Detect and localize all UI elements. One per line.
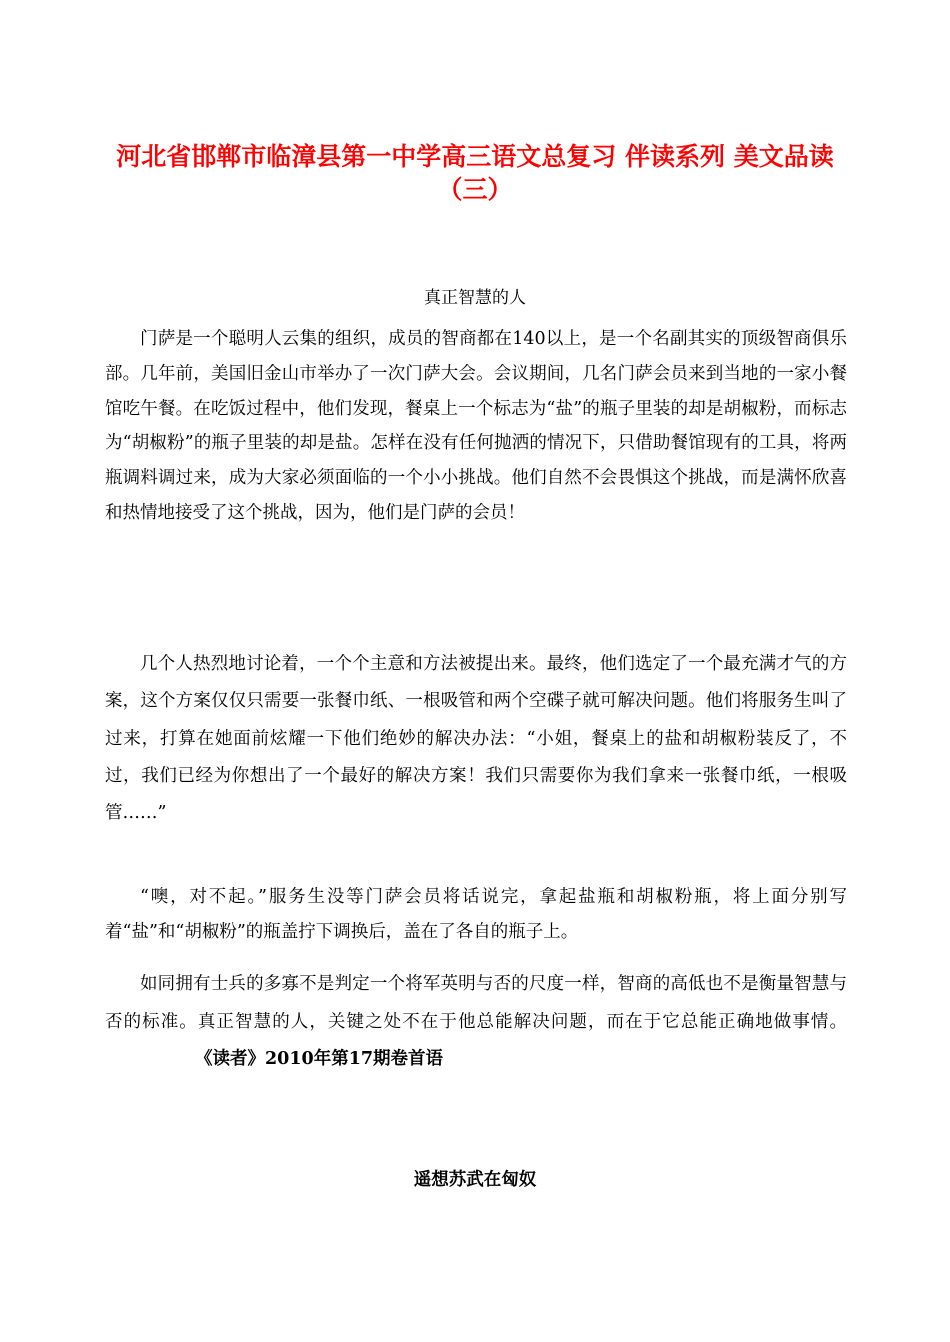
article-paragraph-4: [105, 966, 847, 1079]
article-paragraph-4-text: 如同拥有士兵的多寡不是判定一个将军英明与否的尺度一样，智商的高低也不是衡量智慧与否的标准。真正智慧的人，关键之处不在于他总能解决问题，而在于它总能正确地做事情。: [105, 974, 847, 1032]
next-article-heading: 遥想苏武在匈奴: [413, 1170, 537, 1190]
article-source: 《读者》2010年第17期卷首语: [195, 1049, 444, 1069]
article-paragraph-2: 几个人热烈地讨论着，一个个主意和方法被提出来。最终，他们选定了一个最充满才气的方案，这个方案仅仅只需要一张餐巾纸、一根吸管和两个空碟子就可解决问题。他们将服务生叫了过来，打算在她面前炫耀一下他们绝妙的解决办法：“小姐，餐桌上的盐和胡椒粉装反了，不过，我们已经为你想出了一个最好的解决方案！我们只需要你为我们拿来一张餐巾纸，一根吸管……”: [105, 654, 847, 824]
document-title: 河北省邯郸市临漳县第一中学高三语文总复习 伴读系列 美文品读（三）: [116, 142, 834, 204]
article-paragraph-3: “噢，对不起。”服务生没等门萨会员将话说完，拿起盐瓶和胡椒粉瓶，将上面分别写着“盐”和“胡椒粉”的瓶盖拧下调换后，盖在了各自的瓶子上。: [105, 887, 847, 942]
article-paragraph-1: 门萨是一个聪明人云集的组织，成员的智商都在140以上，是一个名副其实的顶级智商俱乐部。几年前，美国旧金山市举办了一次门萨大会。会议期间，几名门萨会员来到当地的一家小餐馆吃午餐。在吃饭过程中，他们发现，餐桌上一个标志为“盐”的瓶子里装的却是胡椒粉，而标志为“胡椒粉”的瓶子里装的却是盐。怎样在没有任何抛洒的情况下，只借助餐馆现有的工具，将两瓶调料调过来，成为大家必须面临的一个小小挑战。他们自然不会畏惧这个挑战，而是满怀欣喜和热情地接受了这个挑战，因为，他们是门萨的会员！: [105, 329, 847, 523]
article-heading: 真正智慧的人: [424, 288, 526, 308]
